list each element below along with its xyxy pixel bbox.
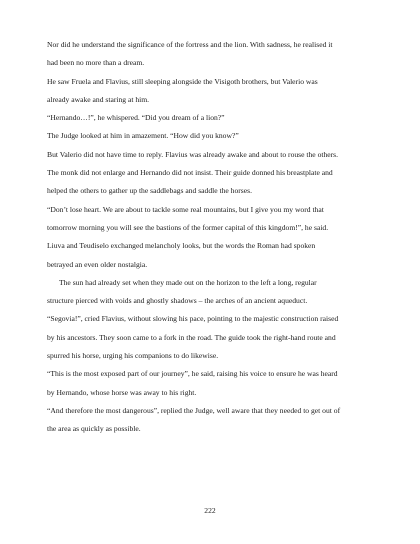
page-number: 222	[204, 506, 216, 515]
text-line: by his ancestors. They soon came to a fork in the road. The guide took the right-hand route and	[47, 332, 336, 342]
text-line: The sun had already set when they made out on the horizon to the left a long, regular	[59, 277, 317, 287]
text-line: betrayed an even older nostalgia.	[47, 259, 148, 269]
text-line: had been no more than a dream.	[47, 58, 145, 68]
text-line: “Hernando…!”, he whispered. “Did you dream of a lion?”	[47, 113, 225, 123]
text-line: spurred his horse, urging his companions to do likewise.	[47, 351, 219, 361]
text-line: the area as quickly as possible.	[47, 424, 141, 434]
text-line: structure pierced with voids and ghostly shadows – the arches of an ancient aqueduct.	[47, 296, 308, 306]
text-line: “And therefore the most dangerous”, replied the Judge, well aware that they needed to get out of	[47, 405, 341, 415]
text-line: The monk did not enlarge and Hernando did not insist. Their guide donned his breastplate and	[47, 168, 333, 178]
text-line: already awake and staring at him.	[47, 94, 150, 104]
page-body	[47, 40, 383, 443]
text-line: He saw Fruela and Flavius, still sleeping alongside the Visigoth brothers, but Valerio was	[47, 76, 318, 86]
text-line: helped the others to gather up the saddlebags and saddle the horses.	[47, 186, 252, 196]
text-line: Nor did he understand the significance of the fortress and the lion. With sadness, he realised it	[47, 40, 333, 49]
text-line: by Hernando, whose horse was away to his right.	[47, 387, 197, 397]
text-line: But Valerio did not have time to reply. Flavius was already awake and about to rouse the others.	[47, 149, 339, 159]
text-line: The Judge looked at him in amazement. “How did you know?”	[47, 131, 239, 141]
text-line: “Don’t lose heart. We are about to tackle some real mountains, but I give you my word that	[47, 204, 324, 214]
text-line: tomorrow morning you will see the bastions of the former capital of this kingdom!”, he said.	[47, 222, 329, 232]
text-line: “Segovia!”, cried Flavius, without slowing his pace, pointing to the majestic construction raised	[47, 314, 339, 324]
text-line: “This is the most exposed part of our journey”, he said, raising his voice to ensure he was heard	[47, 369, 338, 379]
text-line: Liuva and Teudiselo exchanged melancholy looks, but the words the Roman had spoken	[47, 241, 316, 251]
